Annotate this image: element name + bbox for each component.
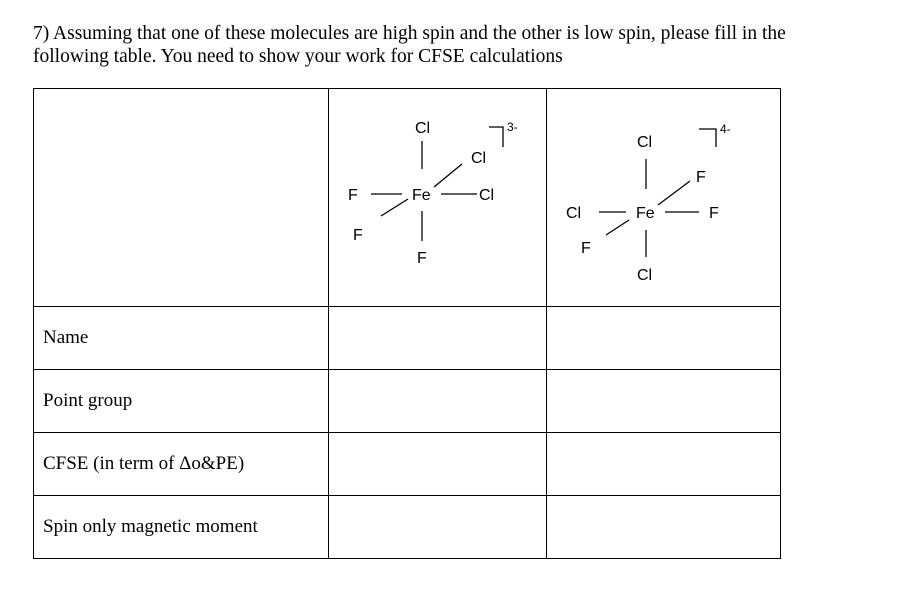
table-row (34, 496, 781, 559)
question-text: 7) Assuming that one of these molecules are high spin and the other is low spin, please fill in the following table. You need to show your work for CFSE calculations (33, 23, 786, 67)
answer-table (33, 88, 781, 559)
answer-cell[interactable] (329, 496, 547, 559)
answer-cell[interactable] (547, 307, 781, 370)
table-row (34, 89, 781, 307)
mol2-atom-top: Cl (637, 134, 653, 151)
mol1-atom-lower-left: F (353, 227, 363, 244)
answer-cell[interactable] (329, 370, 547, 433)
row-label-point-group: Point group (34, 370, 329, 433)
answer-cell[interactable] (547, 370, 781, 433)
molecule-1-structure (329, 89, 546, 306)
mol2-charge: 4- (720, 122, 731, 136)
mol1-atom-left: F (348, 187, 358, 204)
molecule-2-cell (547, 89, 781, 307)
mol1-atom-right: Cl (479, 187, 495, 204)
row-label-magnetic-moment: Spin only magnetic moment (34, 496, 329, 559)
header-cell-empty (34, 89, 329, 307)
mol1-atom-bottom: F (417, 250, 427, 267)
mol1-atom-top: Cl (415, 120, 431, 137)
row-label-cfse: CFSE (in term of Δo&PE) (34, 433, 329, 496)
answer-cell[interactable] (329, 433, 547, 496)
mol2-atom-bottom: Cl (637, 267, 653, 284)
table-row (34, 433, 781, 496)
row-label-name: Name (34, 307, 329, 370)
answer-cell[interactable] (547, 433, 781, 496)
mol2-atom-lower-left: F (581, 240, 591, 257)
mol2-atom-right: F (709, 205, 719, 222)
mol2-atom-center: Fe (636, 205, 655, 222)
mol2-atom-upper-right: F (696, 169, 706, 186)
mol1-atom-center: Fe (412, 187, 431, 204)
molecule-2-structure (547, 89, 780, 306)
mol1-charge: 3- (507, 120, 518, 134)
table-row (34, 307, 781, 370)
mol1-atom-upper-right: Cl (471, 150, 487, 167)
molecule-1-cell (329, 89, 547, 307)
answer-cell[interactable] (329, 307, 547, 370)
answer-cell[interactable] (547, 496, 781, 559)
table-row (34, 370, 781, 433)
mol2-atom-left: Cl (566, 205, 582, 222)
